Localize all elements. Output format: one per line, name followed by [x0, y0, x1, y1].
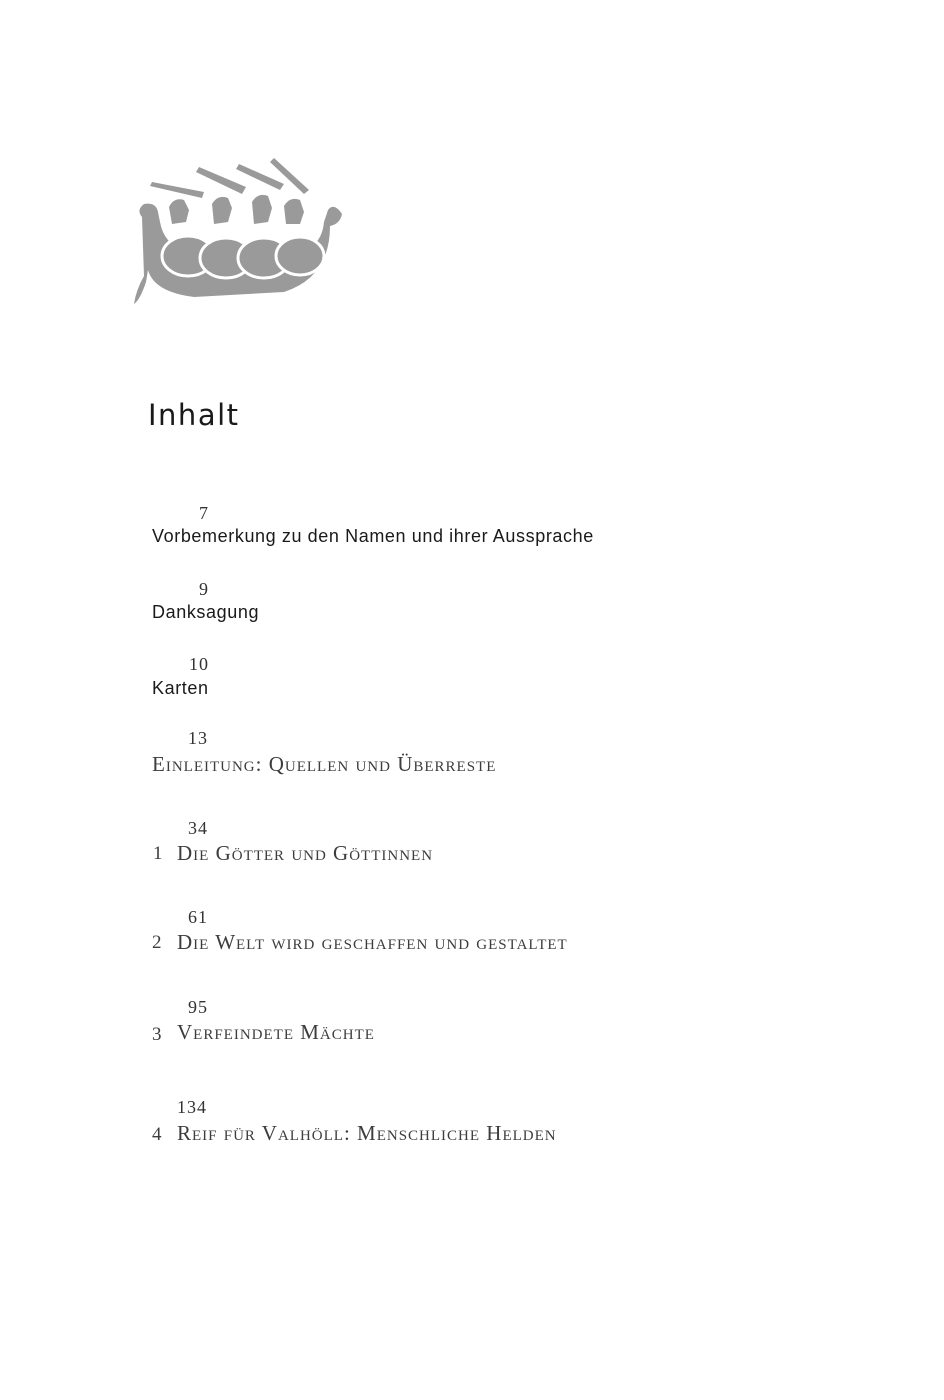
- page-number: 7: [199, 503, 209, 523]
- chapter-label: Reif für Valhöll: Menschliche Helden: [177, 1121, 557, 1145]
- page-number: 13: [188, 728, 208, 748]
- entry-label: Vorbemerkung zu den Namen und ihrer Aussprache: [152, 526, 594, 546]
- chapter-label: Die Welt wird geschaffen und gestaltet: [177, 930, 568, 954]
- page-number: 9: [199, 579, 209, 599]
- chapter-number: 2: [152, 932, 162, 953]
- chapter-number: 4: [152, 1124, 162, 1145]
- entry-label: Karten: [152, 678, 209, 698]
- chapter-label: Verfeindete Mächte: [177, 1020, 375, 1044]
- entry-label: Danksagung: [152, 602, 260, 622]
- chapter-number: 1: [153, 843, 163, 864]
- viking-ship-icon: [134, 152, 344, 317]
- page-number: 134: [177, 1097, 207, 1117]
- entry-label: Einleitung: Quellen und Überreste: [152, 752, 497, 776]
- chapter-number: 3: [152, 1024, 162, 1045]
- page-number: 34: [188, 818, 208, 838]
- page-number: 61: [188, 907, 208, 927]
- page-number: 10: [189, 654, 209, 674]
- chapter-label: Die Götter und Göttinnen: [177, 841, 434, 865]
- page-title: Inhalt: [148, 398, 240, 432]
- page-number: 95: [188, 997, 208, 1017]
